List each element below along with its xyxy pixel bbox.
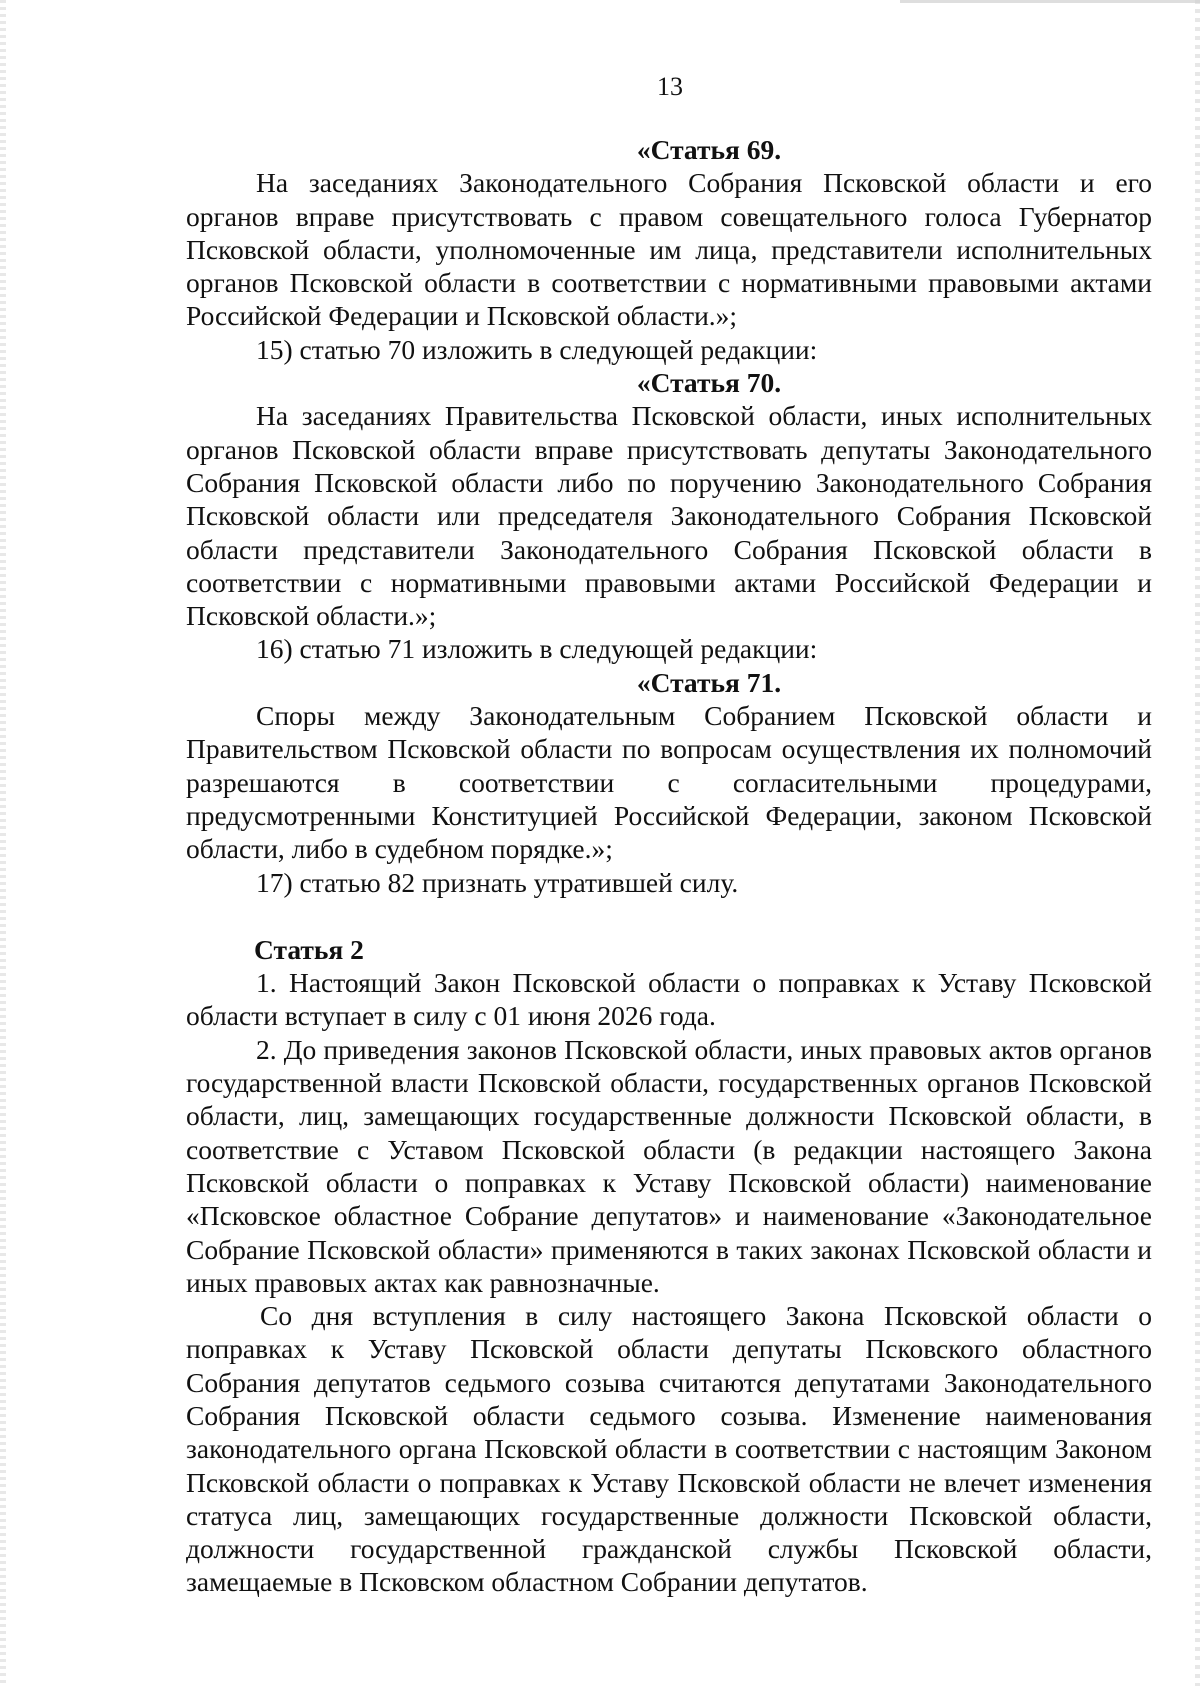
article-2-para-3: Со дня вступления в силу настоящего Закона Псковской области о поправках к Уставу Псковской области депутаты Псковского областного Собрания депутатов седьмого созыва считаются депутатами Законодательного Собрания Псковской области седьмого созыва. Изменение наименования законодательного органа Псковской области в соответствии с настоящим Законом Псковской области о поправках к Уставу Псковской области не влечет изменения статуса лиц, замещающих государственные должности Псковской области, должности государственной гражданской службы Псковской области, замещаемые в Псковском областном Собрании депутатов. — [186, 1300, 1152, 1598]
article-70-heading: «Статья 70. — [636, 367, 782, 399]
article-2-para-1: 1. Настоящий Закон Псковской области о поправках к Уставу Псковской области вступает в силу с 01 июня 2026 года. — [186, 967, 1152, 1032]
scan-edge-left — [0, 0, 6, 1686]
document-body — [186, 133, 1152, 1599]
amendment-item-16: 16) статью 71 изложить в следующей редакции: — [256, 633, 818, 665]
amendment-item-15: 15) статью 70 изложить в следующей редакции: — [256, 333, 818, 365]
article-70-body: На заседаниях Правительства Псковской области, иных исполнительных органов Псковской области вправе присутствовать депутаты Законодательного Собрания Псковской области либо по поручению Законодательного Собрания Псковской области или председателя Законодательного Собрания Псковской области представители Законодательного Собрания Псковской области в соответствии с нормативными правовыми актами Российской Федерации и Псковской области.»; — [186, 400, 1152, 632]
article-71-heading: «Статья 71. — [636, 666, 782, 698]
scan-edge-top — [900, 0, 1200, 3]
page-number: 13 — [657, 72, 683, 101]
amendment-item-17: 17) статью 82 признать утратившей силу. — [256, 866, 739, 898]
article-69-heading: «Статья 69. — [636, 134, 782, 165]
article-69-body: На заседаниях Законодательного Собрания Псковской области и его органов вправе присутствовать с правом совещательного голоса Губернатор Псковской области, уполномоченные им лица, представители исполнительных органов Псковской области в соответствии с нормативными правовыми актами Российской Федерации и Псковской области.»; — [186, 167, 1152, 332]
scan-edge-right — [1195, 0, 1200, 1686]
article-2-heading: Статья 2 — [254, 933, 364, 965]
article-2-para-2: 2. До приведения законов Псковской области, иных правовых актов органов государственной власти Псковской области, государственных органов Псковской области, лиц, замещающих государственные должности Псковской области, в соответствие с Уставом Псковской области (в редакции настоящего Закона Псковской области о поправках к Уставу Псковской области) наименование «Псковское областное Собрание депутатов» и наименование «Законодательное Собрание Псковской области» применяются в таких законах Псковской области и иных правовых актах как равнозначные. — [186, 1033, 1152, 1298]
article-71-body: Споры между Законодательным Собранием Псковской области и Правительством Псковской области по вопросам осуществления их полномочий разрешаются в соответствии с согласительными процедурами, предусмотренными Конституцией Российской Федерации, законом Псковской области, либо в судебном порядке.»; — [186, 700, 1152, 865]
